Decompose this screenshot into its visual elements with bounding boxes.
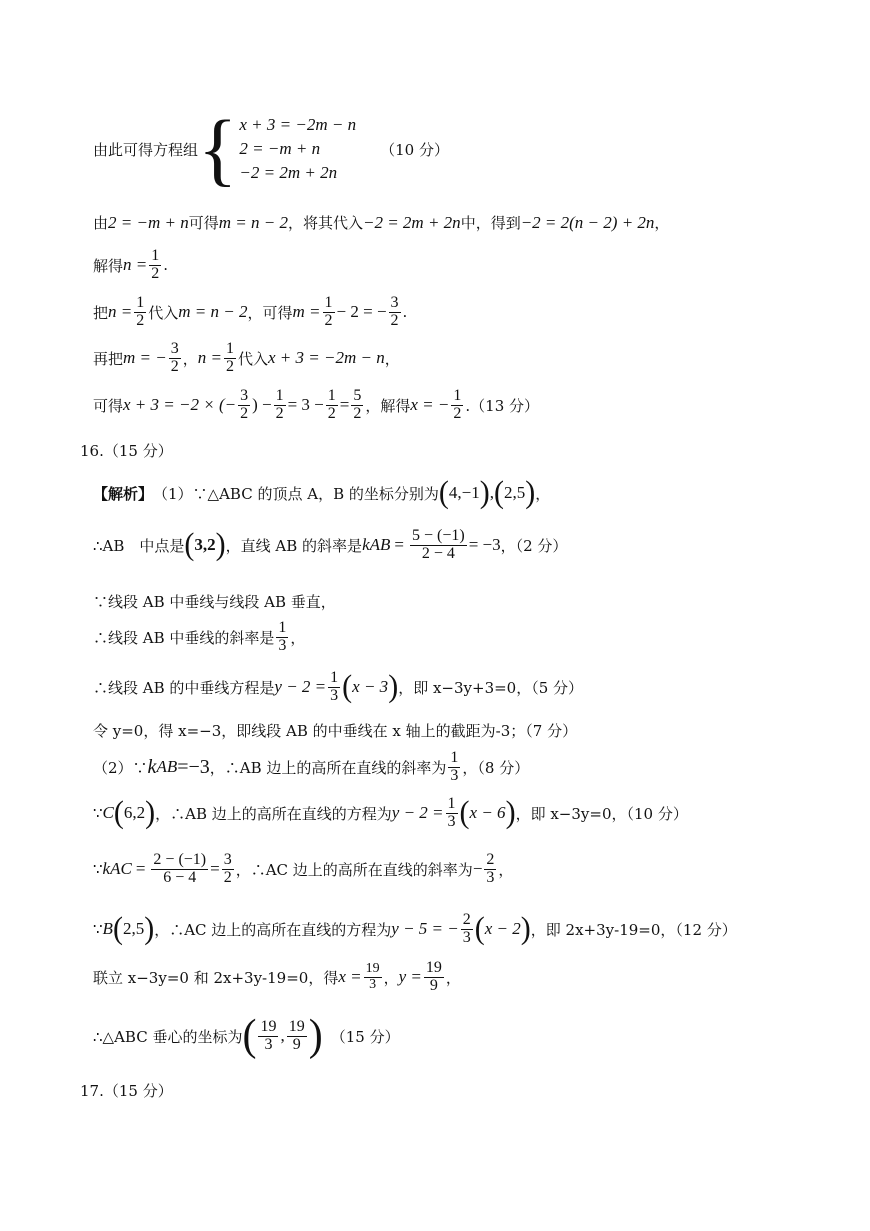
math: − 2 = − bbox=[336, 302, 387, 322]
text-line: 【解析】 （1）∵△ABC 的顶点 A，B 的坐标分别为 ( 4,−1 ) , ( 2,5 ) ， bbox=[93, 475, 551, 510]
text-line bbox=[93, 248, 168, 283]
text: ∴线段 AB 的中垂线方程是 bbox=[93, 678, 275, 697]
math: x = bbox=[338, 967, 362, 987]
score: （10 分） bbox=[380, 140, 449, 159]
score: .（13 分） bbox=[465, 396, 540, 415]
fraction: $\frac{19}{3}$ bbox=[365, 961, 380, 992]
text: 由 bbox=[93, 214, 109, 232]
text-line bbox=[93, 295, 407, 330]
text-line: ∴线段 AB 的中垂线方程是 y − 2 = $\frac{1}{3}$ ( x − 3 ) ，即 x−3y+3=0，（5 分） bbox=[93, 669, 584, 705]
score: （15 分） bbox=[330, 1027, 400, 1046]
text: ，即 x−3y=0，（10 分） bbox=[515, 804, 688, 823]
text-line bbox=[93, 388, 539, 423]
math: −2 = 2(n − 2) + 2n bbox=[520, 212, 655, 232]
math: y = bbox=[398, 967, 422, 987]
fraction: $\frac{19}{9}$ bbox=[425, 959, 442, 994]
text: ， bbox=[654, 214, 670, 232]
text: ， bbox=[182, 349, 198, 368]
math: B bbox=[102, 919, 113, 939]
text: ，直线 AB 的斜率是 bbox=[225, 536, 363, 555]
math: y − 2 = bbox=[274, 677, 327, 697]
math: = bbox=[135, 859, 146, 879]
question-number-17 bbox=[80, 1080, 173, 1101]
text-line bbox=[93, 720, 577, 741]
fraction: $\frac{1}{2}$ bbox=[275, 387, 284, 422]
text-line bbox=[93, 341, 400, 376]
math: −2 = 2m + 2n bbox=[362, 212, 461, 232]
question-number-16 bbox=[80, 440, 173, 461]
fraction: $\frac{2 - (-1)}{6 - 4}$ bbox=[153, 851, 207, 886]
text: 代入 bbox=[238, 349, 269, 368]
text: ， bbox=[498, 860, 514, 879]
fraction: $\frac{19}{9}$ bbox=[288, 1017, 305, 1053]
text: ∴线段 AB 中垂线的斜率是 bbox=[93, 628, 275, 647]
text: ，解得 bbox=[365, 396, 411, 415]
math: , bbox=[280, 1026, 285, 1045]
fraction: $\frac{1}{2}$ bbox=[453, 387, 462, 422]
text-line bbox=[93, 960, 461, 995]
text: ∵ bbox=[93, 860, 103, 879]
fraction: $\frac{5}{2}$ bbox=[353, 387, 362, 422]
text: ， bbox=[535, 484, 551, 503]
fraction: $\frac{1}{2}$ bbox=[226, 340, 234, 375]
fraction: $\frac{19}{3}$ bbox=[260, 1017, 277, 1053]
text: ，将其代入 bbox=[287, 214, 363, 232]
math: = bbox=[339, 395, 350, 415]
point-b: 2,5 bbox=[503, 483, 526, 502]
fraction: $\frac{1}{3}$ bbox=[278, 619, 287, 654]
text: 16.（15 分） bbox=[80, 442, 173, 460]
math: y − 2 = bbox=[391, 803, 444, 823]
math: x − 3 bbox=[352, 677, 389, 697]
math: k bbox=[102, 859, 111, 879]
score: ，（8 分） bbox=[462, 758, 530, 777]
point-b: 2,5 bbox=[122, 919, 145, 939]
fraction: $\frac{3}{2}$ bbox=[390, 294, 399, 329]
text: 可得 bbox=[93, 396, 124, 415]
text: 17.（15 分） bbox=[80, 1082, 173, 1100]
math: AB bbox=[369, 535, 391, 555]
math: x − 2 bbox=[484, 919, 521, 939]
math: 2 = −m + n bbox=[108, 212, 189, 232]
fraction: $\frac{3}{2}$ bbox=[170, 340, 179, 375]
text-line: ∴△ABC 垂心的坐标为 ( $\frac{19}{3}$ , $\frac{19}{9}$ ) （15 分） bbox=[93, 1011, 400, 1061]
text-line bbox=[93, 212, 669, 233]
math: =−3 bbox=[177, 755, 210, 778]
math: C bbox=[102, 803, 114, 823]
equation-3: −2 = 2m + 2n bbox=[239, 163, 338, 182]
text-line bbox=[93, 620, 305, 655]
text: ∴△ABC 垂心的坐标为 bbox=[93, 1027, 243, 1046]
math: m = n − 2 bbox=[178, 302, 248, 322]
math: = bbox=[394, 535, 404, 555]
fraction: $\frac{2}{3}$ bbox=[486, 851, 495, 886]
text-line bbox=[93, 591, 336, 612]
fraction: $\frac{1}{2}$ bbox=[327, 387, 336, 422]
math: x + 3 = −2 × (− bbox=[123, 395, 237, 415]
text: ∵线段 AB 中垂线与线段 AB 垂直， bbox=[93, 593, 336, 611]
text: . bbox=[402, 303, 408, 322]
fraction: $\frac{5 - (-1)}{2 - 4}$ bbox=[411, 527, 465, 562]
fraction: $\frac{1}{2}$ bbox=[151, 247, 160, 282]
text: ∴AB 中点是 bbox=[93, 536, 185, 555]
equation-2: 2 = −m + n bbox=[239, 139, 321, 158]
text: （1）∵△ABC 的顶点 A，B 的坐标分别为 bbox=[153, 484, 439, 503]
equation-system-line bbox=[93, 103, 449, 194]
midpoint: 3,2 bbox=[194, 535, 216, 555]
text: ， bbox=[384, 349, 400, 368]
equation-1: x + 3 = −2m − n bbox=[239, 115, 357, 134]
text: ， bbox=[445, 968, 461, 987]
text: ，∴AC 边上的高所在直线的方程为 bbox=[154, 920, 392, 939]
fraction: $\frac{3}{2}$ bbox=[223, 851, 232, 886]
text: ， bbox=[383, 968, 399, 987]
fraction: $\frac{1}{3}$ bbox=[330, 669, 339, 704]
math: m = − bbox=[123, 348, 167, 368]
math: x + 3 = −2m − n bbox=[268, 348, 385, 368]
math: k bbox=[362, 535, 370, 555]
analysis-tag: 【解析】 bbox=[93, 484, 154, 503]
point-a: 4,−1 bbox=[448, 483, 480, 502]
fraction: $\frac{1}{3}$ bbox=[447, 795, 456, 830]
text: 解得 bbox=[93, 256, 124, 275]
text: ，∴AC 边上的高所在直线的斜率为 bbox=[235, 860, 473, 879]
math: = 3 − bbox=[287, 395, 324, 415]
text: 代入 bbox=[148, 303, 179, 322]
math: m = n − 2 bbox=[218, 212, 288, 232]
text: 令 y=0，得 x=−3，即线段 AB 的中垂线在 x 轴上的截距为-3；（7 分） bbox=[93, 722, 578, 740]
fraction: $\frac{1}{2}$ bbox=[324, 294, 333, 329]
math: n = bbox=[123, 255, 148, 275]
fraction: $\frac{1}{2}$ bbox=[136, 294, 145, 329]
text: ，即 x−3y+3=0，（5 分） bbox=[398, 678, 584, 697]
math: − bbox=[472, 859, 483, 879]
text: ，即 2x+3y-19=0，（12 分） bbox=[530, 920, 737, 939]
math: = bbox=[210, 859, 220, 879]
math: n = bbox=[197, 348, 222, 368]
text: ，∴AB 边上的高所在直线的斜率为 bbox=[209, 758, 447, 777]
text: ，∴AB 边上的高所在直线的方程为 bbox=[155, 804, 392, 823]
math: m = bbox=[292, 302, 321, 322]
text: . bbox=[163, 256, 169, 275]
math: x − 6 bbox=[469, 803, 506, 823]
text: 联立 x−3y=0 和 2x+3y-19=0，得 bbox=[93, 968, 339, 987]
text: （2）∵ bbox=[93, 758, 148, 777]
text-line bbox=[93, 852, 513, 887]
text-line bbox=[93, 750, 529, 785]
text: 把 bbox=[93, 303, 109, 322]
math: x = − bbox=[410, 395, 450, 415]
score: ，（2 分） bbox=[500, 536, 568, 555]
text-line: ∵ C ( 6,2 ) ，∴AB 边上的高所在直线的方程为 y − 2 = $\frac{1}{3}$ ( x − 6 ) ，即 x−3y=0，（10 分） bbox=[93, 795, 688, 831]
text: 中，得到 bbox=[460, 214, 521, 232]
text: ， bbox=[290, 628, 306, 647]
math: k bbox=[147, 755, 157, 778]
math: AB bbox=[156, 757, 178, 777]
text-line: ∴AB 中点是 ( 3,2 ) ，直线 AB 的斜率是 k AB = $\frac{5 - (-1)}{2 - 4}$ = −3 ，（2 分） bbox=[93, 527, 568, 563]
text: 可得 bbox=[188, 214, 219, 232]
text: ∵ bbox=[93, 920, 103, 939]
text: ∵ bbox=[93, 804, 103, 823]
math: n = bbox=[108, 302, 133, 322]
math: AC bbox=[110, 859, 132, 879]
math: y − 5 = − bbox=[391, 919, 459, 939]
point-c: 6,2 bbox=[123, 803, 146, 823]
equation-system bbox=[198, 103, 357, 194]
fraction: $\frac{2}{3}$ bbox=[462, 911, 471, 946]
text: 由此可得方程组 bbox=[93, 140, 199, 159]
fraction: $\frac{1}{3}$ bbox=[450, 749, 459, 784]
text-line: ∵ B ( 2,5 ) ，∴AC 边上的高所在直线的方程为 y − 5 = − $\frac{2}{3}$ ( x − 2 ) ，即 2x+3y-19=0，（12 分） bbox=[93, 911, 737, 947]
text: ，可得 bbox=[247, 303, 293, 322]
text: 再把 bbox=[93, 349, 124, 368]
math: ) − bbox=[252, 395, 272, 415]
math: = −3 bbox=[468, 535, 501, 555]
left-brace: { bbox=[198, 103, 238, 194]
fraction: $\frac{3}{2}$ bbox=[240, 387, 249, 422]
